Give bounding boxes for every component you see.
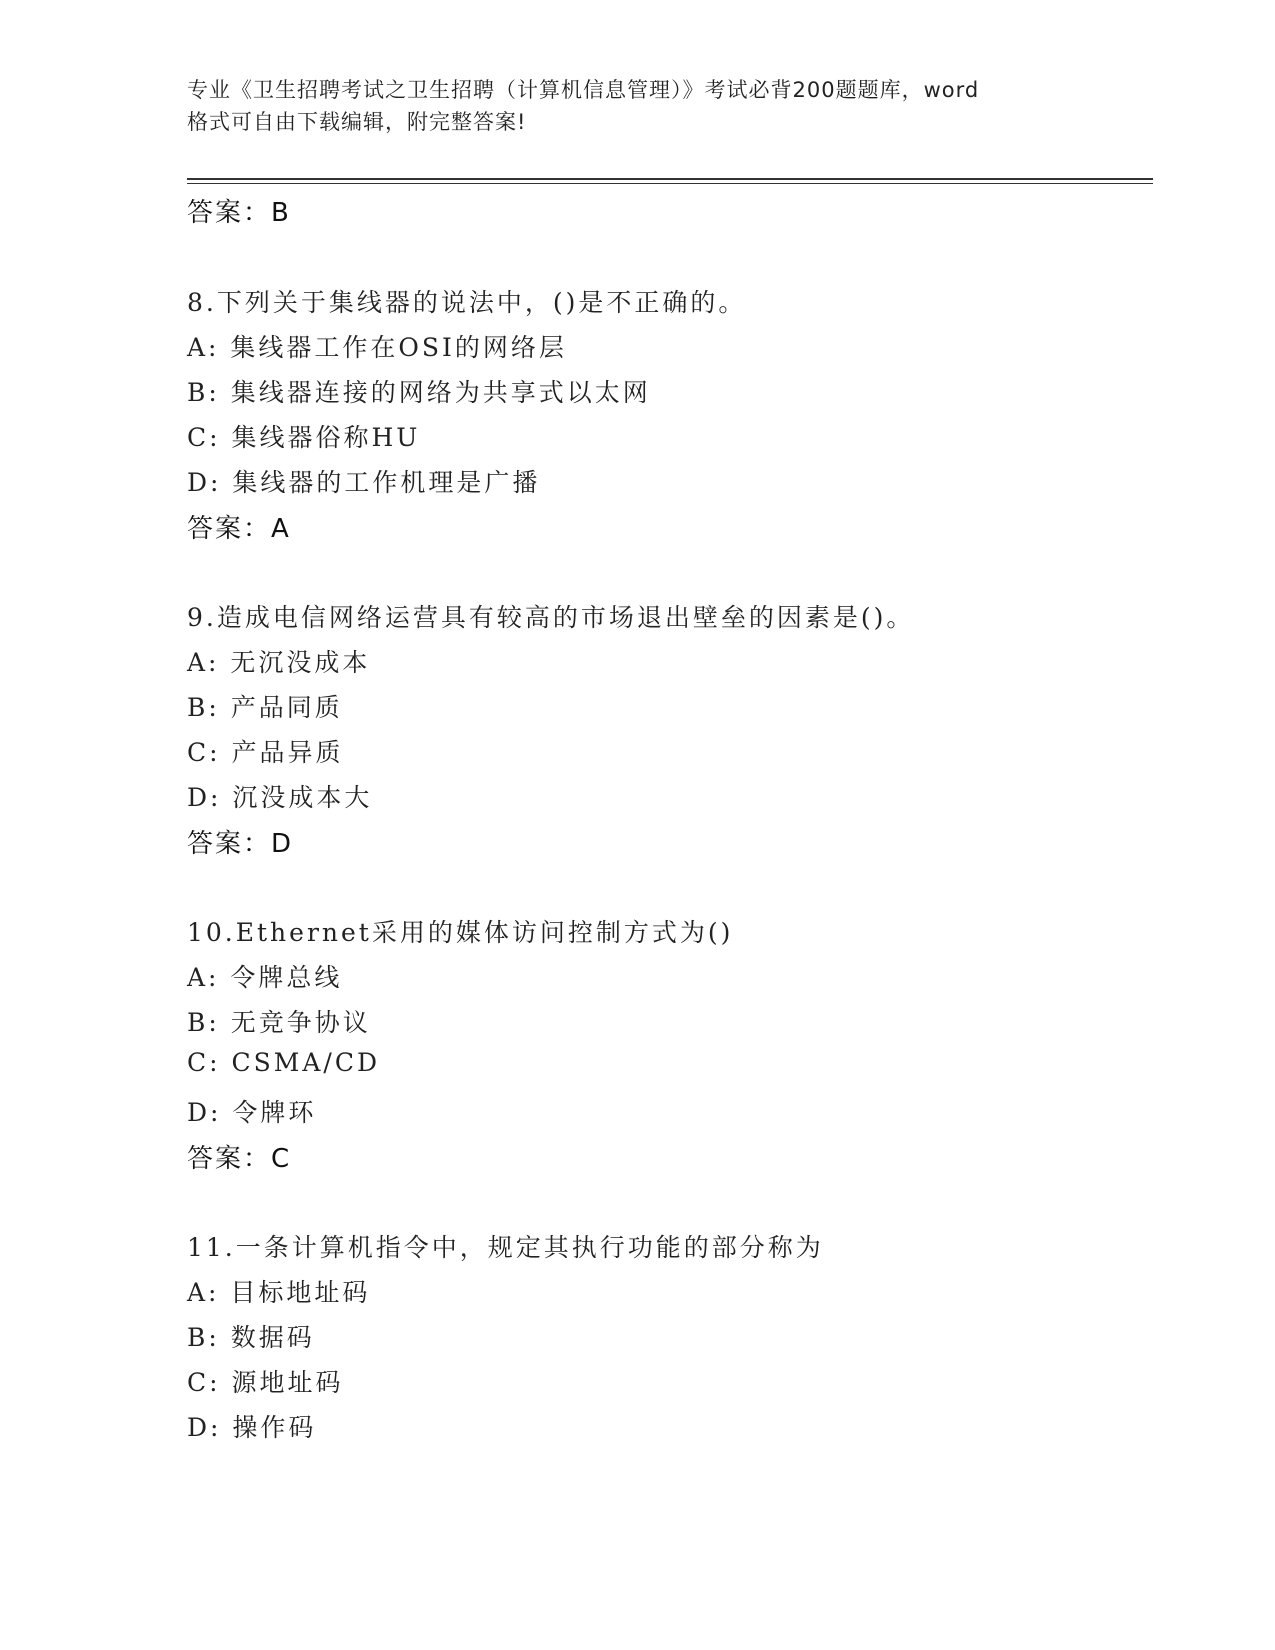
question-10-option-a: A: 令牌总线: [187, 963, 343, 992]
question-11-option-a: A: 目标地址码: [187, 1278, 371, 1307]
question-8-answer: 答案：A: [187, 514, 291, 544]
question-11-option-b: B: 数据码: [187, 1323, 315, 1352]
header-rule-thin: [187, 183, 1153, 184]
question-9-stem: 9.造成电信网络运营具有较高的市场退出壁垒的因素是()。: [187, 603, 915, 632]
question-9-option-a: A: 无沉没成本: [187, 648, 371, 677]
question-9-option-c: C: 产品异质: [187, 738, 344, 767]
question-9-option-b: B: 产品同质: [187, 693, 343, 722]
question-11-option-c: C: 源地址码: [187, 1368, 344, 1397]
previous-answer: 答案：B: [187, 198, 291, 228]
header-rule-thick: [187, 178, 1153, 180]
question-10-answer: 答案：C: [187, 1144, 292, 1174]
question-10-option-c: C: CSMA/CD: [187, 1048, 381, 1077]
question-8-stem: 8.下列关于集线器的说法中，()是不正确的。: [187, 288, 747, 317]
question-11-option-d: D: 操作码: [187, 1413, 317, 1442]
question-8-option-c: C: 集线器俗称HU: [187, 423, 421, 452]
header-line-1: 专业《卫生招聘考试之卫生招聘（计算机信息管理）》考试必背200题题库，word: [187, 78, 980, 102]
question-10-stem: 10.Ethernet采用的媒体访问控制方式为(): [187, 918, 734, 947]
question-9-option-d: D: 沉没成本大: [187, 783, 373, 812]
question-8-option-d: D: 集线器的工作机理是广播: [187, 468, 541, 497]
header-line-2: 格式可自由下载编辑，附完整答案!: [187, 110, 527, 134]
question-10-option-d: D: 令牌环: [187, 1098, 317, 1127]
question-8-option-b: B: 集线器连接的网络为共享式以太网: [187, 378, 651, 407]
question-10-option-b: B: 无竞争协议: [187, 1008, 371, 1037]
question-9-answer: 答案：D: [187, 829, 294, 859]
question-11-stem: 11.一条计算机指令中，规定其执行功能的部分称为: [187, 1233, 824, 1262]
document-header: [187, 74, 1087, 138]
question-8-option-a: A: 集线器工作在OSI的网络层: [187, 333, 567, 362]
